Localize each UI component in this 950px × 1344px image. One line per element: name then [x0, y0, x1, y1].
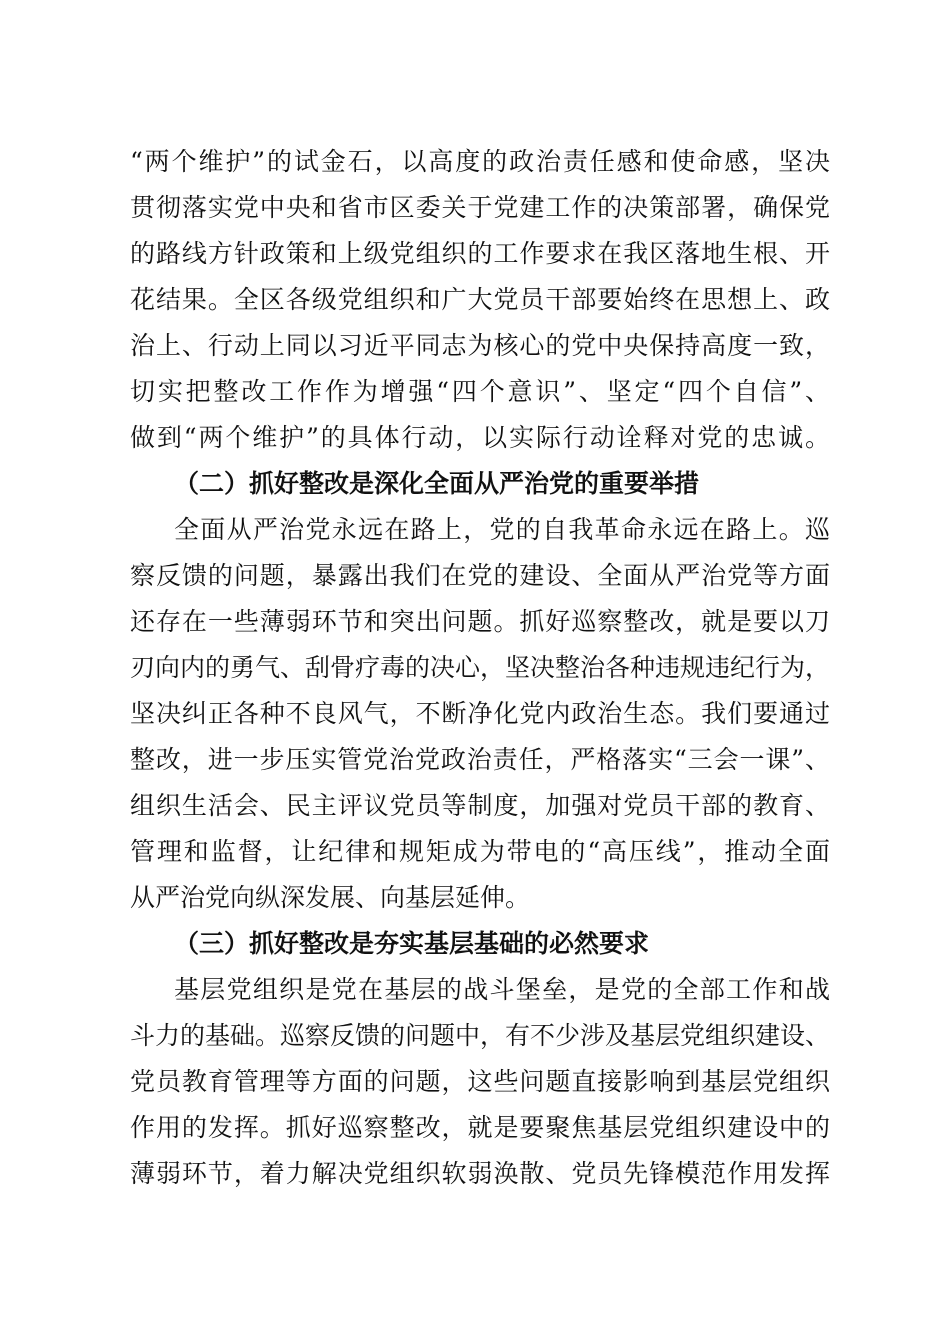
- paragraph-line: 整改，进一步压实管党治党政治责任，严格落实“三会一课”、: [130, 745, 830, 774]
- paragraph-line: 组织生活会、民主评议党员等制度，加强对党员干部的教育、: [130, 791, 830, 820]
- paragraph-line: 坚决纠正各种不良风气，不断净化党内政治生态。我们要通过: [130, 699, 830, 728]
- paragraph-line: 刃向内的勇气、刮骨疗毒的决心，坚决整治各种违规违纪行为，: [130, 653, 831, 682]
- paragraph-line: 全面从严治党永远在路上，党的自我革命永远在路上。巡: [174, 515, 830, 544]
- paragraph-line: 管理和监督，让纪律和规矩成为带电的“高压线”，推动全面: [130, 837, 830, 866]
- paragraph-line: 斗力的基础。巡察反馈的问题中，有不少涉及基层党组织建设、: [130, 1021, 831, 1050]
- section-heading-2: （二）抓好整改是深化全面从严治党的重要举措: [174, 469, 700, 498]
- paragraph-line: 切实把整改工作作为增强“四个意识”、坚定“四个自信”、: [130, 377, 830, 406]
- paragraph-line: 作用的发挥。抓好巡察整改，就是要聚焦基层党组织建设中的: [130, 1113, 830, 1142]
- paragraph-line: 花结果。全区各级党组织和广大党员干部要始终在思想上、政: [130, 285, 830, 314]
- paragraph-line: 党员教育管理等方面的问题，这些问题直接影响到基层党组织: [130, 1067, 830, 1096]
- paragraph-line: “两个维护”的试金石，以高度的政治责任感和使命感，坚决: [130, 147, 830, 176]
- paragraph-line: 基层党组织是党在基层的战斗堡垒，是党的全部工作和战: [174, 975, 830, 1004]
- paragraph-line: 还存在一些薄弱环节和突出问题。抓好巡察整改，就是要以刀: [130, 607, 830, 636]
- paragraph-line: 察反馈的问题，暴露出我们在党的建设、全面从严治党等方面: [130, 561, 830, 590]
- paragraph-line: 做到“两个维护”的具体行动，以实际行动诠释对党的忠诚。: [130, 423, 830, 452]
- paragraph-line: 贯彻落实党中央和省市区委关于党建工作的决策部署，确保党: [130, 193, 830, 222]
- paragraph-line: 从严治党向纵深发展、向基层延伸。: [130, 883, 531, 912]
- paragraph-line: 薄弱环节，着力解决党组织软弱涣散、党员先锋模范作用发挥: [130, 1159, 830, 1188]
- section-heading-3: （三）抓好整改是夯实基层基础的必然要求: [174, 929, 650, 958]
- paragraph-line: 的路线方针政策和上级党组织的工作要求在我区落地生根、开: [130, 239, 830, 268]
- paragraph-line: 治上、行动上同以习近平同志为核心的党中央保持高度一致，: [130, 331, 830, 360]
